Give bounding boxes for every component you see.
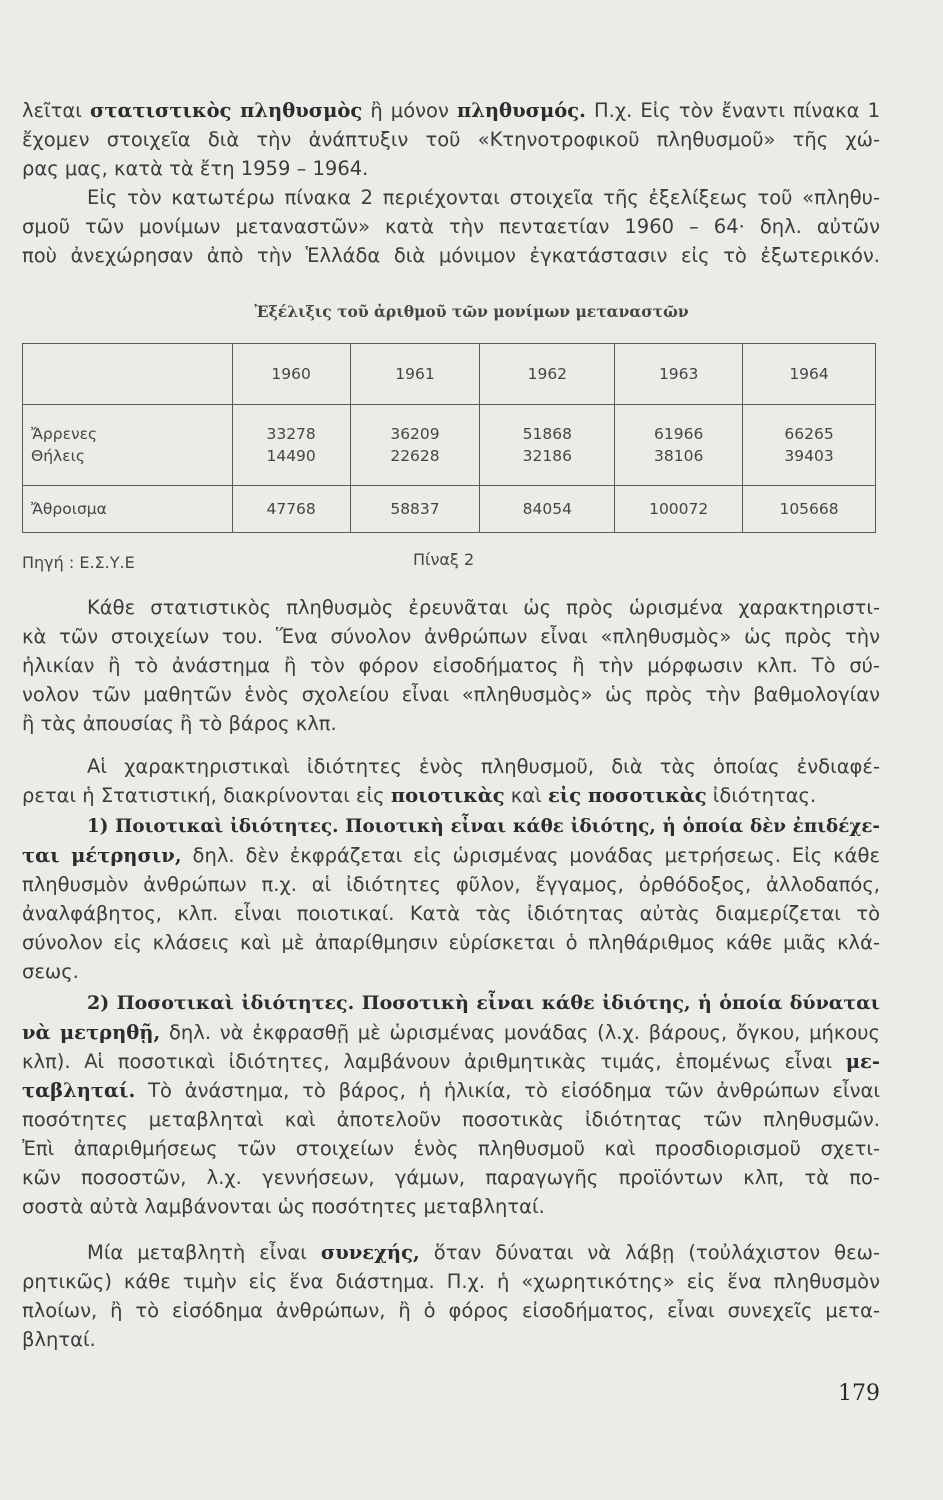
total-cell: 58837 [350, 486, 480, 533]
paragraph-intro [22, 96, 880, 183]
year-header: 1962 [480, 344, 615, 405]
text-line: κλπ). Αἱ ποσοτικαὶ ἰδιότητες, λαμβάνουν ἀριθμητικὰς τιμάς, ἑπομένως εἶναι με- [22, 1050, 880, 1073]
cell-1963: 61966 38106 [615, 405, 743, 486]
text-line: σοστὰ αὐτὰ λαμβάνονται ὡς ποσότητες μεταβληταί. [22, 1195, 545, 1218]
paragraph-table-intro [22, 183, 880, 270]
text-line: Κάθε στατιστικὸς πληθυσμὸς ἐρευνᾶται ὡς πρὸς ὡρισμένα χαρακτηριστι- [87, 596, 880, 619]
total-cell: 47768 [232, 486, 350, 533]
text-line: ἡλικίαν ἢ τὸ ἀνάστημα ἢ τὸν φόρον εἰσοδήματος ἢ τὴν μόρφωσιν κλπ. Τὸ σύ- [22, 654, 880, 677]
text-line: κῶν ποσοστῶν, λ.χ. γεννήσεων, γάμων, παραγωγῆς προϊόντων κλπ, τὰ πο- [22, 1166, 880, 1189]
text-line: πλοίων, ἢ τὸ εἰσόδημα ἀνθρώπων, ἢ ὁ φόρος εἰσοδήματος, εἶναι συνεχεῖς μετα- [22, 1299, 880, 1322]
cell-1962: 51868 32186 [480, 405, 615, 486]
text-line: σύνολον εἰς κλάσεις καὶ μὲ ἀπαρίθμησιν εὑρίσκεται ὁ πληθάριθμος κάθε μιᾶς κλά- [22, 931, 880, 954]
text-line: Μία μεταβλητὴ εἶναι συνεχής, ὅταν δύναται νὰ λάβῃ (τοὐλάχιστον θεω- [87, 1241, 880, 1264]
text-line: νολον τῶν μαθητῶν ἑνὸς σχολείου εἶναι «πληθυσμὸς» ὡς πρὸς τὴν βαθμολογίαν [22, 683, 880, 706]
text-line: λεῖται στατιστικὸς πληθυσμὸς ἢ μόνον πληθυσμός. Π.χ. Εἰς τὸν ἔναντι πίνακα 1 [22, 99, 880, 122]
year-header: 1960 [232, 344, 350, 405]
row-label: Ἄθροισμα [23, 486, 233, 533]
text-line: ται μέτρησιν, δηλ. δὲν ἐκφράζεται εἰς ὡρισμένας μονάδας μετρήσεως. Εἰς κάθε [22, 844, 880, 867]
text-line: Αἱ χαρακτηριστικαὶ ἰδιότητες ἑνὸς πληθυσμοῦ, διὰ τὰς ὁποίας ἐνδιαφέ- [87, 755, 880, 778]
text-line: πληθυσμὸν ἀνθρώπων π.χ. αἱ ἰδιότητες φῦλον, ἔγγαμος, ὀρθόδοξος, ἀλλοδαπός, [22, 873, 880, 896]
text-line: κὰ τῶν στοιχείων του. Ἕνα σύνολον ἀνθρώπων εἶναι «πληθυσμὸς» ὡς πρὸς τὴν [22, 625, 880, 648]
total-cell: 100072 [615, 486, 743, 533]
text-line: Εἰς τὸν κατωτέρω πίνακα 2 περιέχονται στοιχεῖα τῆς ἐξελίξεως τοῦ «πληθυ- [87, 186, 880, 209]
text-line: ποὺ ἀνεχώρησαν ἀπὸ τὴν Ἑλλάδα διὰ μόνιμον ἐγκατάστασιν εἰς τὸ ἐξωτερικόν. [22, 244, 880, 267]
cell-1961: 36209 22628 [350, 405, 480, 486]
page-number: 179 [838, 1381, 880, 1406]
header-empty-cell [23, 344, 233, 405]
table-caption: Ἐξέλιξις τοῦ ἀριθμοῦ τῶν μονίμων μεταναστῶν [254, 302, 689, 321]
text-line: 2) Ποσοτικαὶ ἰδιότητες. Ποσοτικὴ εἶναι κάθε ἰδιότης, ἡ ὁποία δύναται [87, 992, 880, 1014]
paragraph-properties [22, 752, 880, 810]
cell-1960: 33278 14490 [232, 405, 350, 486]
text-line: 1) Ποιοτικαὶ ἰδιότητες. Ποιοτικὴ εἶναι κάθε ἰδιότης, ἡ ὁποία δὲν ἐπιδέχε- [87, 816, 880, 837]
paragraph-continuous [22, 1238, 880, 1354]
text-line: ἀναλφάβητος, κλπ. εἶναι ποιοτικαί. Κατὰ τὰς ἰδιότητας αὐτὰς διαμερίζεται τὸ [22, 902, 880, 925]
total-cell: 84054 [480, 486, 615, 533]
text-line: σεως. [22, 960, 79, 983]
text-line: Ἐπὶ ἀπαριθμήσεως τῶν στοιχείων ἑνὸς πληθυσμοῦ καὶ προσδιορισμοῦ σχετι- [22, 1137, 880, 1160]
table-total-row [23, 486, 876, 533]
paragraph-quantitative [22, 989, 880, 1221]
paragraph-qualitative [22, 812, 880, 986]
row-labels: Ἄρρενες Θήλεις [23, 405, 233, 486]
table-number: Πίναξ 2 [413, 550, 475, 569]
text-line: ρεται ἡ Στατιστική, διακρίνονται εἰς ποιοτικὰς καὶ εἰς ποσοτικὰς ἰδιότητας. [22, 784, 817, 807]
text-line: ἢ τὰς ἀπουσίας ἢ τὸ βάρος κλπ. [22, 712, 337, 735]
paragraph-characteristics [22, 593, 880, 738]
text-line: νὰ μετρηθῇ, δηλ. νὰ ἐκφρασθῇ μὲ ὡρισμένας μονάδας (λ.χ. βάρους, ὄγκου, μήκους [22, 1021, 880, 1044]
table-row [23, 405, 876, 486]
year-header: 1961 [350, 344, 480, 405]
text-line: σμοῦ τῶν μονίμων μεταναστῶν» κατὰ τὴν πενταετίαν 1960 – 64· δηλ. αὐτῶν [22, 215, 880, 238]
text-line: ταβληταί. Τὸ ἀνάστημα, τὸ βάρος, ἡ ἡλικία, τὸ εἰσόδημα τῶν ἀνθρώπων εἶναι [22, 1079, 880, 1102]
total-cell: 105668 [743, 486, 876, 533]
year-header: 1963 [615, 344, 743, 405]
text-line: βληταί. [22, 1328, 96, 1351]
cell-1964: 66265 39403 [743, 405, 876, 486]
text-line: ρητικῶς) κάθε τιμὴν εἰς ἕνα διάστημα. Π.χ. ἡ «χωρητικότης» εἰς ἕνα πληθυσμὸν [22, 1270, 880, 1293]
text-line: ρας μας, κατὰ τὰ ἔτη 1959 – 1964. [22, 157, 369, 180]
year-header: 1964 [743, 344, 876, 405]
table-header-row [23, 344, 876, 405]
text-line: ποσότητες μεταβληταὶ καὶ ἀποτελοῦν ποσοτικὰς ἰδιότητας τῶν πληθυσμῶν. [22, 1108, 880, 1131]
emigrants-table [22, 343, 876, 533]
text-line: ἔχομεν στοιχεῖα διὰ τὴν ἀνάπτυξιν τοῦ «Κτηνοτροφικοῦ πληθυσμοῦ» τῆς χώ- [22, 128, 880, 151]
table-source: Πηγή : Ε.Σ.Υ.Ε [22, 553, 135, 572]
